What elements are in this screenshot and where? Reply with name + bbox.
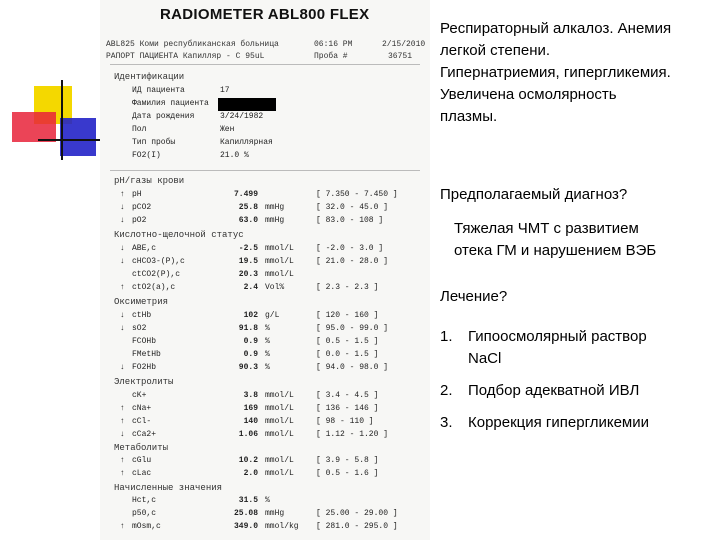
analyte-name: cGlu xyxy=(132,456,152,465)
analyte-name: cCa2+ xyxy=(132,430,157,439)
analyte-unit: mmHg xyxy=(265,216,285,225)
reference-range: [ 0.0 - 1.5 ] xyxy=(316,350,379,359)
result-row xyxy=(100,311,430,324)
reference-range: [ 3.4 - 4.5 ] xyxy=(316,391,379,400)
ident-value: 3/24/1982 xyxy=(220,112,264,121)
header-left: ABL825 Коми республиканская больница xyxy=(106,40,279,49)
analyte-name: ctCO2(P),c xyxy=(132,270,181,279)
analyte-value: 0.9 xyxy=(243,350,258,359)
ident-value: Жен xyxy=(220,125,235,134)
reference-range: [ 120 - 160 ] xyxy=(316,311,379,320)
flag-arrow: ↓ xyxy=(120,203,125,212)
flag-arrow: ↑ xyxy=(120,522,125,531)
ident-row xyxy=(100,125,430,138)
analyte-name: sO2 xyxy=(132,324,147,333)
ident-label: FO2(I) xyxy=(132,151,161,160)
header-sample-number: 36751 xyxy=(388,52,413,61)
analyte-unit: mmol/L xyxy=(265,244,294,253)
analyte-value: 3.8 xyxy=(243,391,258,400)
analyte-value: 7.499 xyxy=(233,190,258,199)
ident-value: 17 xyxy=(220,86,230,95)
analyte-name: FCOHb xyxy=(132,337,157,346)
ident-label: Тип пробы xyxy=(132,138,176,147)
reference-range: [ 21.0 - 28.0 ] xyxy=(316,257,389,266)
reference-range: [ 1.12 - 1.20 ] xyxy=(316,430,389,439)
ident-label: Пол xyxy=(132,125,147,134)
analyte-name: cCl- xyxy=(132,417,152,426)
header-time: 06:16 PM xyxy=(314,40,353,49)
reference-range: [ 98 - 110 ] xyxy=(316,417,374,426)
treatment-title: Лечение? xyxy=(440,288,508,305)
analyte-name: pO2 xyxy=(132,216,147,225)
result-row xyxy=(100,417,430,430)
analyte-unit: mmol/L xyxy=(265,270,294,279)
result-row xyxy=(100,430,430,443)
analyte-unit: % xyxy=(265,324,270,333)
result-row xyxy=(100,244,430,257)
flag-arrow: ↑ xyxy=(120,404,125,413)
analyte-value: 25.08 xyxy=(233,509,258,518)
analyte-unit: mmol/L xyxy=(265,417,294,426)
flag-arrow: ↓ xyxy=(120,430,125,439)
reference-range: [ -2.0 - 3.0 ] xyxy=(316,244,384,253)
report-title: RADIOMETER ABL800 FLEX xyxy=(160,6,370,23)
reference-range: [ 95.0 - 99.0 ] xyxy=(316,324,389,333)
diagnosis-question: Предполагаемый диагноз? xyxy=(440,186,628,203)
reference-range: [ 25.00 - 29.00 ] xyxy=(316,509,398,518)
analyte-value: 19.5 xyxy=(238,257,258,266)
analyte-value: 140 xyxy=(243,417,258,426)
divider xyxy=(110,64,420,65)
result-row xyxy=(100,216,430,229)
item-text: Гипоосмолярный раствор xyxy=(468,328,647,345)
section-title: Метаболиты xyxy=(114,443,169,453)
summary-line: Гипернатриемия, гипергликемия. xyxy=(440,64,671,81)
reference-range: [ 2.3 - 2.3 ] xyxy=(316,283,379,292)
reference-range: [ 32.0 - 45.0 ] xyxy=(316,203,389,212)
reference-range: [ 94.0 - 98.0 ] xyxy=(316,363,389,372)
summary-line: легкой степени. xyxy=(440,42,551,59)
header-sample: Проба # xyxy=(314,52,348,61)
analyte-value: 102 xyxy=(243,311,258,320)
analyte-unit: % xyxy=(265,363,270,372)
result-row xyxy=(100,257,430,270)
result-row xyxy=(100,270,430,283)
analyte-unit: mmol/L xyxy=(265,456,294,465)
analyte-value: 1.06 xyxy=(238,430,258,439)
reference-range: [ 0.5 - 1.6 ] xyxy=(316,469,379,478)
flag-arrow: ↑ xyxy=(120,190,125,199)
section-title: Начисленные значения xyxy=(114,483,223,493)
flag-arrow: ↑ xyxy=(120,469,125,478)
lab-report-scan xyxy=(100,0,430,540)
analyte-name: ABE,c xyxy=(132,244,157,253)
analyte-unit: mmol/kg xyxy=(265,522,299,531)
result-row xyxy=(100,283,430,296)
analyte-unit: mmol/L xyxy=(265,257,294,266)
reference-range: [ 3.9 - 5.8 ] xyxy=(316,456,379,465)
item-number: 1. xyxy=(440,328,453,345)
analyte-name: cNa+ xyxy=(132,404,152,413)
flag-arrow: ↑ xyxy=(120,417,125,426)
result-row xyxy=(100,404,430,417)
analyte-name: cLac xyxy=(132,469,152,478)
summary-line: Респираторный алкалоз. Анемия xyxy=(440,20,672,37)
result-row xyxy=(100,337,430,350)
result-row xyxy=(100,522,430,535)
ident-row xyxy=(100,112,430,125)
diagnosis-line: Тяжелая ЧМТ с развитием xyxy=(454,220,639,237)
analyte-name: ctO2(a),c xyxy=(132,283,176,292)
result-row xyxy=(100,203,430,216)
analyte-unit: mmHg xyxy=(265,509,285,518)
result-row xyxy=(100,456,430,469)
analyte-value: 0.9 xyxy=(243,337,258,346)
item-text: Коррекция гипергликемии xyxy=(468,414,650,431)
item-number: 2. xyxy=(440,382,453,399)
summary-line: плазмы. xyxy=(440,108,498,125)
analyte-unit: g/L xyxy=(265,311,280,320)
header-date: 2/15/2010 xyxy=(382,40,426,49)
analyte-name: FO2Hb xyxy=(132,363,157,372)
section-title: Электролиты xyxy=(114,377,174,387)
item-text: Подбор адекватной ИВЛ xyxy=(468,382,640,399)
flag-arrow: ↓ xyxy=(120,311,125,320)
ident-value: Капиллярная xyxy=(220,138,273,147)
analyte-value: 20.3 xyxy=(238,270,258,279)
section-title: Кислотно-щелочной статус xyxy=(114,230,244,240)
flag-arrow: ↓ xyxy=(120,216,125,225)
reference-range: [ 281.0 - 295.0 ] xyxy=(316,522,398,531)
flag-arrow: ↓ xyxy=(120,363,125,372)
flag-arrow: ↑ xyxy=(120,456,125,465)
analyte-value: 349.0 xyxy=(233,522,258,531)
ident-title: Идентификации xyxy=(114,72,185,82)
section-title: Оксиметрия xyxy=(114,297,169,307)
analyte-unit: Vol% xyxy=(265,283,285,292)
flag-arrow: ↓ xyxy=(120,257,125,266)
analyte-value: 91.8 xyxy=(238,324,258,333)
ident-value: 21.0 % xyxy=(220,151,249,160)
analyte-value: 169 xyxy=(243,404,258,413)
result-row xyxy=(100,509,430,522)
analyte-unit: mmol/L xyxy=(265,404,294,413)
ident-label: ИД пациента xyxy=(132,86,185,95)
analyte-value: 63.0 xyxy=(238,216,258,225)
result-row xyxy=(100,350,430,363)
ident-row xyxy=(100,151,430,164)
analyte-value: 2.4 xyxy=(243,283,258,292)
analyte-value: 31.5 xyxy=(238,496,258,505)
reference-range: [ 7.350 - 7.450 ] xyxy=(316,190,398,199)
analyte-name: cK+ xyxy=(132,391,147,400)
result-row xyxy=(100,496,430,509)
analyte-name: ctHb xyxy=(132,311,152,320)
section-title: pH/газы крови xyxy=(114,176,185,186)
divider xyxy=(110,170,420,171)
reference-range: [ 0.5 - 1.5 ] xyxy=(316,337,379,346)
result-row xyxy=(100,324,430,337)
decorative-squares-logo xyxy=(0,0,110,170)
analyte-name: cHCO3-(P),c xyxy=(132,257,185,266)
analyte-unit: mmHg xyxy=(265,203,285,212)
analyte-unit: mmol/L xyxy=(265,430,294,439)
analyte-name: pH xyxy=(132,190,142,199)
analyte-name: mOsm,c xyxy=(132,522,161,531)
redacted-name-bar xyxy=(218,98,276,111)
header-left-2: РАПОРТ ПАЦИЕНТА Капилляр - С 95uL xyxy=(106,52,265,61)
ident-row xyxy=(100,138,430,151)
reference-range: [ 83.0 - 108 ] xyxy=(316,216,384,225)
flag-arrow: ↓ xyxy=(120,244,125,253)
reference-range: [ 136 - 146 ] xyxy=(316,404,379,413)
analyte-value: -2.5 xyxy=(238,244,258,253)
result-row xyxy=(100,391,430,404)
analyte-name: pCO2 xyxy=(132,203,152,212)
ident-label: Дата рождения xyxy=(132,112,195,121)
analyte-unit: % xyxy=(265,496,270,505)
analyte-value: 90.3 xyxy=(238,363,258,372)
analyte-name: FMetHb xyxy=(132,350,161,359)
analyte-unit: % xyxy=(265,337,270,346)
analyte-name: Hct,c xyxy=(132,496,157,505)
analyte-value: 2.0 xyxy=(243,469,258,478)
analyte-unit: % xyxy=(265,350,270,359)
result-row xyxy=(100,363,430,376)
flag-arrow: ↓ xyxy=(120,324,125,333)
result-row xyxy=(100,190,430,203)
item-text: NaCl xyxy=(468,350,502,367)
result-row xyxy=(100,469,430,482)
slide-text xyxy=(440,0,720,540)
summary-line: Увеличена осмолярность xyxy=(440,86,617,103)
analyte-value: 25.8 xyxy=(238,203,258,212)
flag-arrow: ↑ xyxy=(120,283,125,292)
diagnosis-line: отека ГМ и нарушением ВЭБ xyxy=(454,242,657,259)
ident-label: Фамилия пациента xyxy=(132,99,209,108)
analyte-unit: mmol/L xyxy=(265,391,294,400)
analyte-value: 10.2 xyxy=(238,456,258,465)
item-number: 3. xyxy=(440,414,453,431)
analyte-name: p50,c xyxy=(132,509,157,518)
analyte-unit: mmol/L xyxy=(265,469,294,478)
